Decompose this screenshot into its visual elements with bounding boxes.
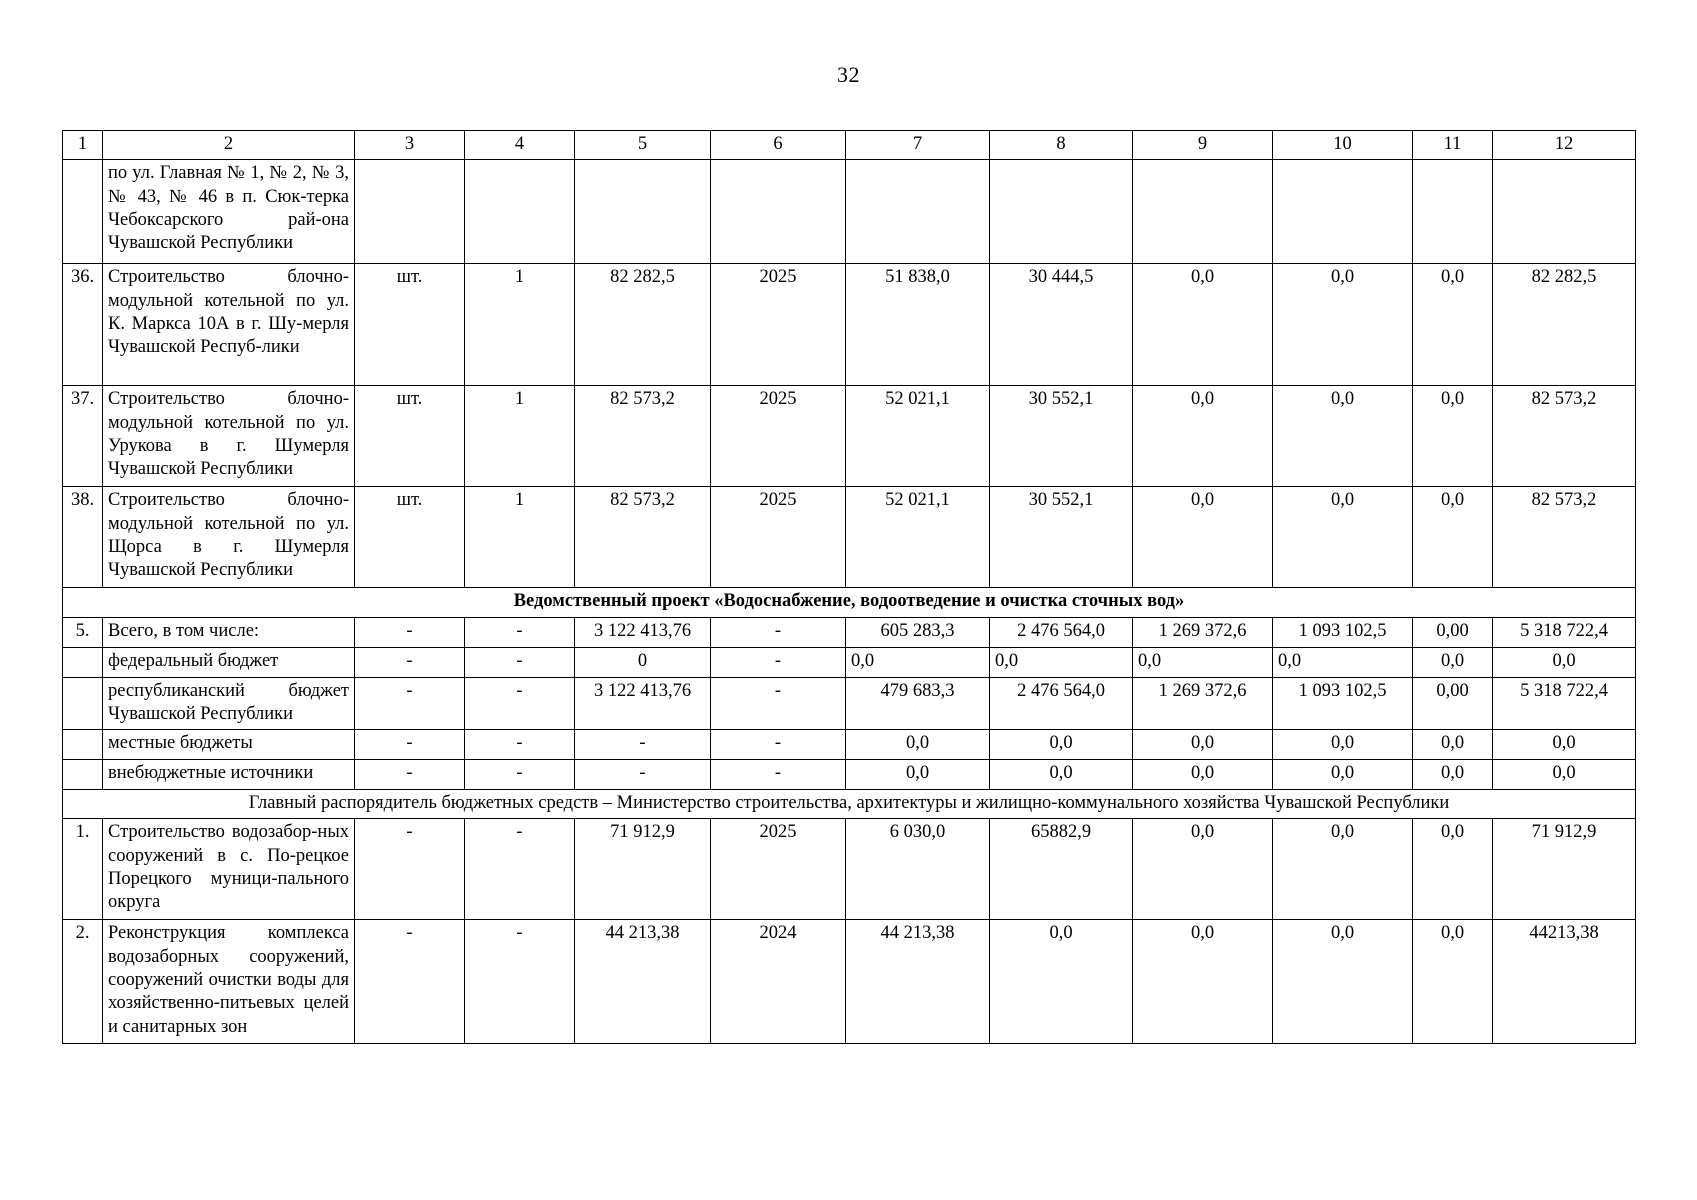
row-value-11: 0,0 (1413, 730, 1493, 760)
row-name: Всего, в том числе: (103, 617, 355, 647)
row-name: республиканский бюджет Чувашской Республики (103, 677, 355, 730)
row-value-8: 65882,9 (990, 819, 1133, 920)
table-row (63, 264, 1636, 386)
table-row (63, 920, 1636, 1044)
row-value-12: 71 912,9 (1493, 819, 1636, 920)
row-quantity: - (465, 920, 575, 1044)
row-name: Строительство блочно-модульной котельной по ул. К. Маркса 10А в г. Шу-мерля Чувашской Респуб-лики (103, 264, 355, 386)
row-unit: - (355, 760, 465, 790)
row-value-6 (711, 160, 846, 264)
row-unit: - (355, 647, 465, 677)
column-header: 4 (465, 131, 575, 160)
column-header: 11 (1413, 131, 1493, 160)
row-value-6: 2025 (711, 819, 846, 920)
row-value-11: 0,0 (1413, 760, 1493, 790)
row-value-10: 1 093 102,5 (1273, 677, 1413, 730)
row-number (63, 677, 103, 730)
row-value-11: 0,0 (1413, 819, 1493, 920)
chief-administrator-banner: Главный распорядитель бюджетных средств – Министерство строительства, архитектуры и жилищно-коммунального хозяйства Чувашской Республики (63, 790, 1636, 819)
row-value-7: 6 030,0 (846, 819, 990, 920)
row-value-10: 0,0 (1273, 760, 1413, 790)
row-quantity: 1 (465, 264, 575, 386)
row-quantity: 1 (465, 487, 575, 588)
column-header: 5 (575, 131, 711, 160)
row-value-10: 1 093 102,5 (1273, 617, 1413, 647)
row-value-7: 44 213,38 (846, 920, 990, 1044)
row-value-9 (1133, 160, 1273, 264)
row-number (63, 730, 103, 760)
departmental-project-banner: Ведомственный проект «Водоснабжение, водоотведение и очистка сточных вод» (63, 588, 1636, 617)
row-value-5: 3 122 413,76 (575, 617, 711, 647)
row-value-6: - (711, 647, 846, 677)
table-banner-row (63, 790, 1636, 819)
row-number: 2. (63, 920, 103, 1044)
row-value-11: 0,0 (1413, 920, 1493, 1044)
row-value-12: 44213,38 (1493, 920, 1636, 1044)
row-value-6: - (711, 617, 846, 647)
row-quantity: - (465, 647, 575, 677)
column-header: 2 (103, 131, 355, 160)
row-value-9: 0,0 (1133, 920, 1273, 1044)
row-value-12: 5 318 722,4 (1493, 677, 1636, 730)
row-value-10: 0,0 (1273, 386, 1413, 487)
row-value-8 (990, 160, 1133, 264)
column-header: 9 (1133, 131, 1273, 160)
row-value-10: 0,0 (1273, 487, 1413, 588)
row-quantity: - (465, 760, 575, 790)
row-value-12 (1493, 160, 1636, 264)
row-value-7: 51 838,0 (846, 264, 990, 386)
column-header: 7 (846, 131, 990, 160)
row-value-5: - (575, 760, 711, 790)
row-value-11: 0,00 (1413, 617, 1493, 647)
row-value-6: 2024 (711, 920, 846, 1044)
row-value-10: 0,0 (1273, 264, 1413, 386)
row-value-9: 1 269 372,6 (1133, 617, 1273, 647)
row-value-7: 0,0 (846, 760, 990, 790)
row-quantity (465, 160, 575, 264)
table-row (63, 487, 1636, 588)
table-row (63, 730, 1636, 760)
row-number (63, 160, 103, 264)
column-header: 10 (1273, 131, 1413, 160)
column-header: 3 (355, 131, 465, 160)
row-unit: - (355, 730, 465, 760)
row-value-5: - (575, 730, 711, 760)
column-header: 6 (711, 131, 846, 160)
row-name: Реконструкция комплекса водозаборных сооружений, сооружений очистки воды для хозяйственно-питьевых целей и санитарных зон (103, 920, 355, 1044)
row-value-5: 82 573,2 (575, 386, 711, 487)
row-value-7: 605 283,3 (846, 617, 990, 647)
row-value-8: 0,0 (990, 730, 1133, 760)
row-name: Строительство блочно-модульной котельной по ул. Урукова в г. Шумерля Чувашской Республики (103, 386, 355, 487)
row-value-6: - (711, 760, 846, 790)
row-quantity: - (465, 677, 575, 730)
row-name: Строительство блочно-модульной котельной по ул. Щорса в г. Шумерля Чувашской Республики (103, 487, 355, 588)
row-value-7 (846, 160, 990, 264)
row-value-5 (575, 160, 711, 264)
row-value-10: 0,0 (1273, 920, 1413, 1044)
row-value-10: 0,0 (1273, 647, 1413, 677)
row-quantity: 1 (465, 386, 575, 487)
row-value-11: 0,0 (1413, 647, 1493, 677)
row-unit: шт. (355, 264, 465, 386)
row-value-5: 44 213,38 (575, 920, 711, 1044)
row-value-12: 82 573,2 (1493, 487, 1636, 588)
row-number (63, 647, 103, 677)
row-value-6: - (711, 677, 846, 730)
row-value-12: 0,0 (1493, 647, 1636, 677)
row-name: местные бюджеты (103, 730, 355, 760)
row-value-6: 2025 (711, 264, 846, 386)
row-value-8: 0,0 (990, 760, 1133, 790)
row-value-11: 0,0 (1413, 264, 1493, 386)
row-value-9: 1 269 372,6 (1133, 677, 1273, 730)
table-header-row (63, 131, 1636, 160)
row-value-10: 0,0 (1273, 819, 1413, 920)
row-value-5: 82 573,2 (575, 487, 711, 588)
row-value-8: 2 476 564,0 (990, 617, 1133, 647)
row-unit: - (355, 617, 465, 647)
row-number: 5. (63, 617, 103, 647)
row-value-12: 0,0 (1493, 730, 1636, 760)
table-row (63, 647, 1636, 677)
row-quantity: - (465, 819, 575, 920)
row-value-10 (1273, 160, 1413, 264)
row-value-7: 52 021,1 (846, 386, 990, 487)
row-value-12: 82 282,5 (1493, 264, 1636, 386)
row-value-12: 0,0 (1493, 760, 1636, 790)
row-number: 37. (63, 386, 103, 487)
row-value-12: 5 318 722,4 (1493, 617, 1636, 647)
table-row (63, 617, 1636, 647)
row-name: внебюджетные источники (103, 760, 355, 790)
budget-table (62, 130, 1636, 1044)
table-row (63, 160, 1636, 264)
row-value-8: 30 552,1 (990, 386, 1133, 487)
row-name: по ул. Главная № 1, № 2, № 3, № 43, № 46 в п. Сюк-терка Чебоксарского рай-она Чувашской Республики (103, 160, 355, 264)
row-value-5: 71 912,9 (575, 819, 711, 920)
row-value-9: 0,0 (1133, 647, 1273, 677)
table-row (63, 677, 1636, 730)
row-value-8: 2 476 564,0 (990, 677, 1133, 730)
row-value-5: 0 (575, 647, 711, 677)
row-value-9: 0,0 (1133, 760, 1273, 790)
row-value-9: 0,0 (1133, 819, 1273, 920)
row-unit: шт. (355, 386, 465, 487)
table-row (63, 386, 1636, 487)
row-value-7: 0,0 (846, 730, 990, 760)
row-value-9: 0,0 (1133, 264, 1273, 386)
row-unit: - (355, 677, 465, 730)
row-value-7: 479 683,3 (846, 677, 990, 730)
column-header: 1 (63, 131, 103, 160)
row-value-10: 0,0 (1273, 730, 1413, 760)
row-value-11: 0,0 (1413, 487, 1493, 588)
row-value-6: 2025 (711, 386, 846, 487)
table-row (63, 819, 1636, 920)
row-value-9: 0,0 (1133, 730, 1273, 760)
page-number: 32 (837, 62, 860, 87)
row-value-6: 2025 (711, 487, 846, 588)
row-value-9: 0,0 (1133, 386, 1273, 487)
row-unit: - (355, 920, 465, 1044)
row-value-8: 30 444,5 (990, 264, 1133, 386)
row-number: 36. (63, 264, 103, 386)
row-value-11: 0,0 (1413, 386, 1493, 487)
table-banner-row (63, 588, 1636, 617)
column-header: 8 (990, 131, 1133, 160)
table-row (63, 760, 1636, 790)
row-quantity: - (465, 617, 575, 647)
row-value-8: 0,0 (990, 920, 1133, 1044)
column-header: 12 (1493, 131, 1636, 160)
row-number: 1. (63, 819, 103, 920)
row-unit: шт. (355, 487, 465, 588)
row-name: Строительство водозабор-ных сооружений в с. По-рецкое Порецкого муници-пального округа (103, 819, 355, 920)
row-number (63, 760, 103, 790)
row-value-9: 0,0 (1133, 487, 1273, 588)
row-value-8: 0,0 (990, 647, 1133, 677)
row-value-5: 82 282,5 (575, 264, 711, 386)
row-value-11 (1413, 160, 1493, 264)
row-value-7: 52 021,1 (846, 487, 990, 588)
row-value-8: 30 552,1 (990, 487, 1133, 588)
budget-table-container (62, 130, 1635, 1044)
row-unit: - (355, 819, 465, 920)
row-unit (355, 160, 465, 264)
row-quantity: - (465, 730, 575, 760)
row-number: 38. (63, 487, 103, 588)
row-value-6: - (711, 730, 846, 760)
row-value-7: 0,0 (846, 647, 990, 677)
row-name: федеральный бюджет (103, 647, 355, 677)
row-value-12: 82 573,2 (1493, 386, 1636, 487)
row-value-5: 3 122 413,76 (575, 677, 711, 730)
row-value-11: 0,00 (1413, 677, 1493, 730)
